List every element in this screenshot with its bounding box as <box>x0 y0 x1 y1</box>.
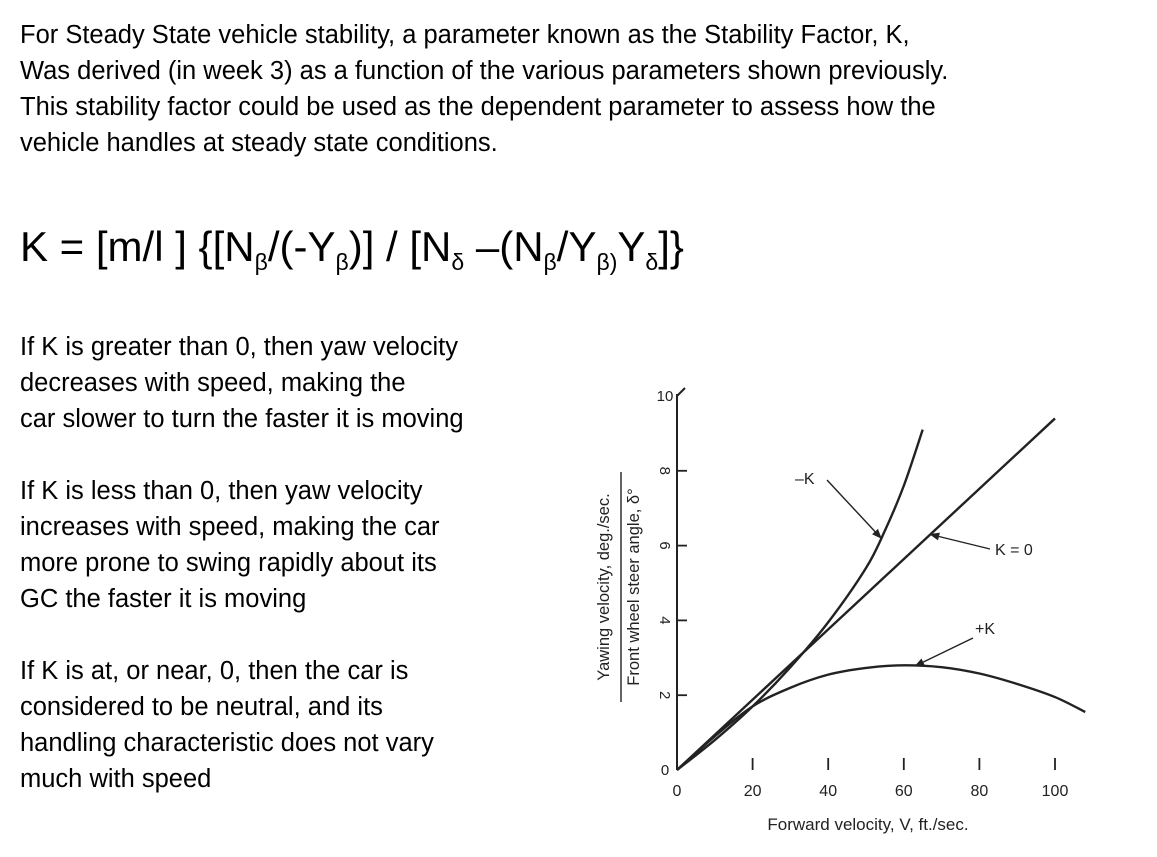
chart-annotations <box>795 471 1033 666</box>
paragraph-line: more prone to swing rapidly about its <box>20 549 437 577</box>
curve-positive-k <box>677 665 1085 770</box>
k-positive-paragraph <box>20 329 580 437</box>
formula-part: –(N <box>464 223 544 270</box>
y-tick-label: 8 <box>656 466 673 475</box>
x-tick-label: 100 <box>1041 783 1069 800</box>
paragraph-line: handling characteristic does not vary <box>20 729 434 757</box>
intro-text <box>20 17 1140 161</box>
annotation-positive-k: +K <box>975 621 996 638</box>
annotation-positive-k-arrow <box>915 638 973 666</box>
intro-line: vehicle handles at steady state conditions. <box>20 129 498 157</box>
k-neutral-paragraph <box>20 653 580 797</box>
stability-factor-formula <box>20 222 684 275</box>
curve-neutral-k <box>677 418 1055 770</box>
x-tick-label: 40 <box>819 783 838 800</box>
formula-subscript: β) <box>596 249 618 275</box>
paragraph-line: much with speed <box>20 765 212 793</box>
formula-part: /(-Y <box>267 223 336 270</box>
y-tick-label: 2 <box>656 691 673 700</box>
paragraph-line: GC the faster it is moving <box>20 585 307 613</box>
formula-part: )] / [N <box>348 223 452 270</box>
x-tick-label: 20 <box>743 783 762 800</box>
formula-subscript: δ <box>451 249 465 275</box>
paragraph-line: If K is greater than 0, then yaw velocity <box>20 333 458 361</box>
formula-part: /Y <box>556 223 597 270</box>
y-tick-label: 0 <box>660 762 670 779</box>
annotation-neutral-k-arrow <box>930 534 990 549</box>
y-axis-label-denominator: Front wheel steer angle, δ° <box>625 488 643 686</box>
paragraph-line: increases with speed, making the car <box>20 513 440 541</box>
formula-subscript: β <box>543 249 557 275</box>
y-tick-label: 10 <box>656 388 674 405</box>
intro-line: Was derived (in week 3) as a function of the various parameters shown previously. <box>20 57 949 85</box>
formula-subscript: δ <box>645 249 659 275</box>
annotation-neutral-k: K = 0 <box>995 542 1033 559</box>
chart-axes <box>677 388 685 770</box>
x-tick-label: 60 <box>894 783 913 800</box>
y-tick-label: 4 <box>656 616 673 625</box>
formula-part: ]} <box>658 223 684 270</box>
paragraph-line: considered to be neutral, and its <box>20 693 383 721</box>
yaw-velocity-chart <box>585 372 1150 842</box>
intro-line: For Steady State vehicle stability, a parameter known as the Stability Factor, K, <box>20 21 910 49</box>
y-axis-label-numerator: Yawing velocity, deg./sec. <box>595 493 613 681</box>
formula-subscript: β <box>254 249 268 275</box>
y-tick-label: 6 <box>656 541 673 550</box>
formula-subscript: β <box>335 249 349 275</box>
k-negative-paragraph <box>20 473 580 617</box>
x-tick-label: 80 <box>970 783 989 800</box>
y-axis-top-hook <box>677 388 685 396</box>
paragraph-line: decreases with speed, making the <box>20 369 406 397</box>
x-axis-label: Forward velocity, V, ft./sec. <box>767 815 969 834</box>
intro-line: This stability factor could be used as the dependent parameter to assess how the <box>20 93 936 121</box>
x-tick-label: 0 <box>672 783 682 800</box>
formula-part: Y <box>617 223 646 270</box>
paragraph-line: car slower to turn the faster it is moving <box>20 405 464 433</box>
paragraph-line: If K is at, or near, 0, then the car is <box>20 657 409 685</box>
formula-part: K = [m/l ] {[N <box>20 223 255 270</box>
paragraph-line: If K is less than 0, then yaw velocity <box>20 477 423 505</box>
annotation-negative-k: –K <box>795 471 815 488</box>
annotation-negative-k-arrow <box>827 480 881 538</box>
chart-curves <box>677 418 1085 770</box>
